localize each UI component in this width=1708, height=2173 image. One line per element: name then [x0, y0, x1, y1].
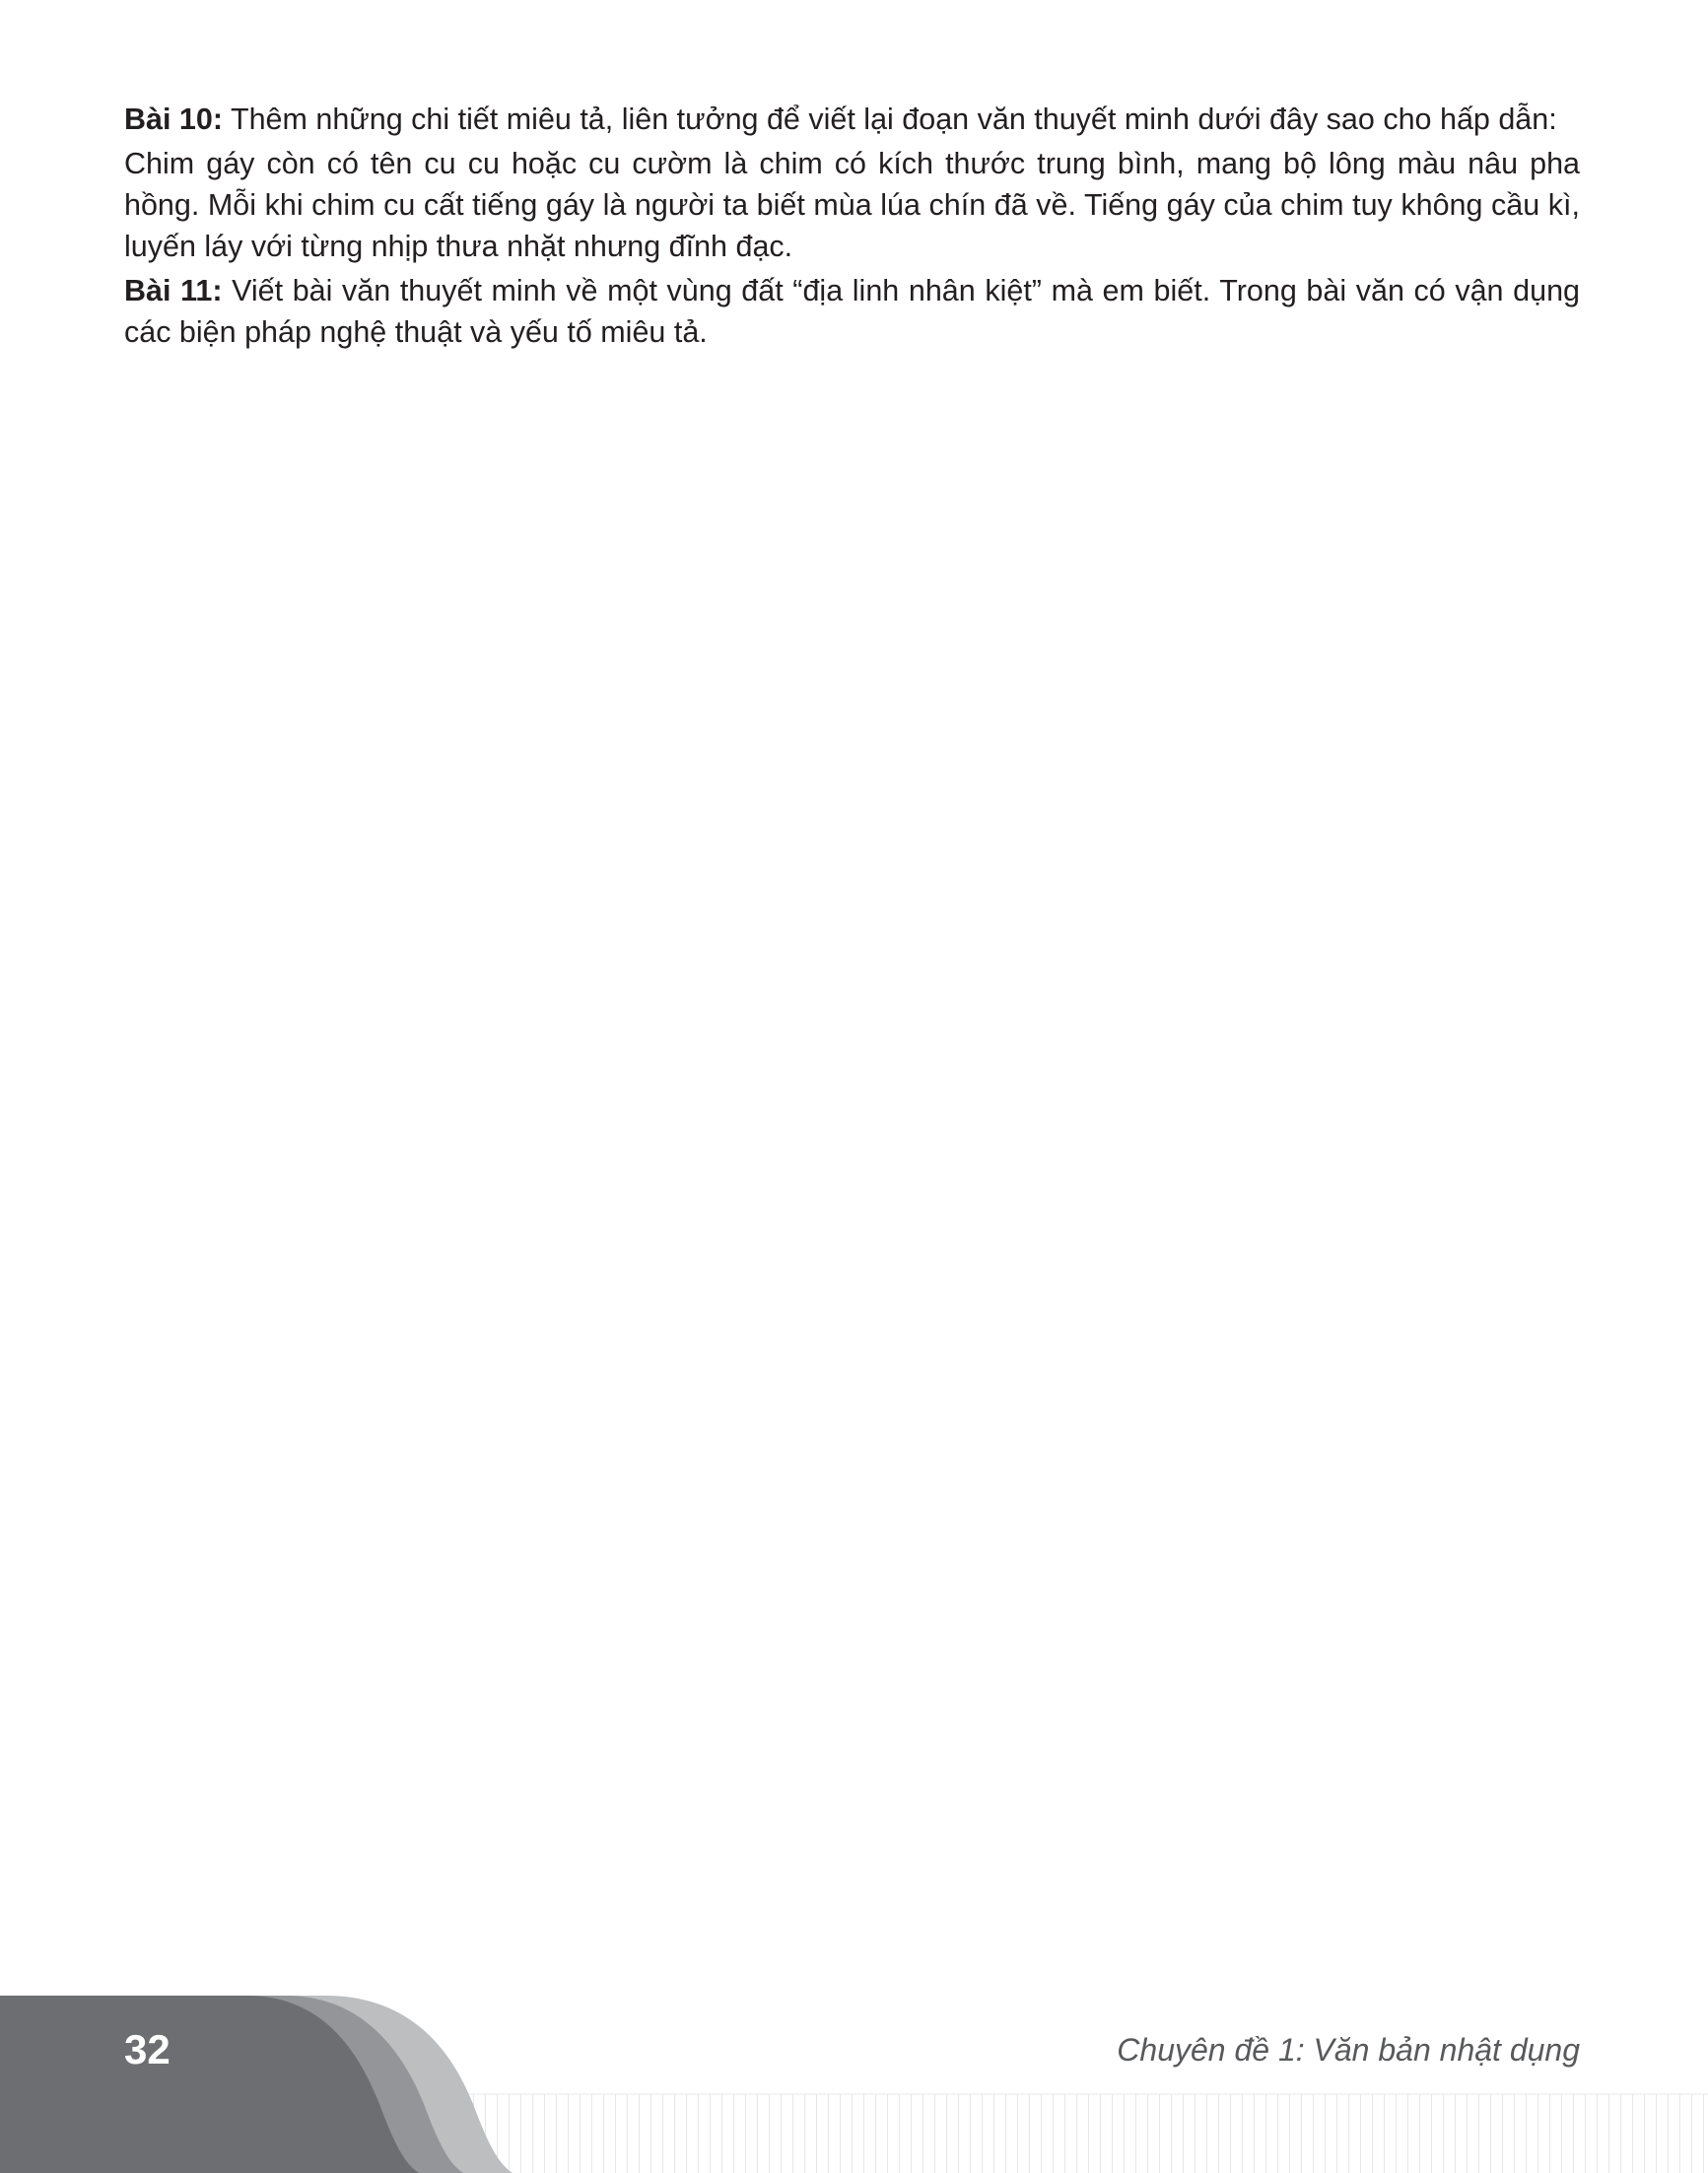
footer-decoration [0, 1996, 1708, 2173]
page-number: 32 [124, 2026, 171, 2072]
exercise-10-passage: Chim gáy còn có tên cu cu hoặc cu cườm là chim có kích thước trung bình, mang bộ lông màu nâu pha hồng. Mỗi khi chim cu cất tiếng gáy là người ta biết mùa lúa chín đã về. Tiếng gáy của chim tuy không cầu kì, luyến láy với từng nhịp thưa nhặt nhưng đĩnh đạc. [124, 147, 1580, 263]
exercise-content [124, 99, 1580, 356]
exercise-11-prompt-text: Viết bài văn thuyết minh về một vùng đất “địa linh nhân kiệt” mà em biết. Trong bài văn có vận dụng các biện pháp nghệ thuật và yếu tố miêu tả. [124, 274, 1580, 349]
exercise-11-prompt [124, 270, 1580, 353]
chapter-title: Chuyên đề 1: Văn bản nhật dụng [1117, 2032, 1580, 2068]
footer-stripe-band [424, 2094, 1708, 2173]
exercise-10-prompt-text: Thêm những chi tiết miêu tả, liên tưởng để viết lại đoạn văn thuyết minh dưới đây sao cho hấp dẫn: [223, 102, 1557, 136]
exercise-10-prompt [124, 99, 1580, 140]
exercise-11-label: Bài 11: [124, 274, 223, 307]
exercise-10-label: Bài 10: [124, 102, 224, 136]
